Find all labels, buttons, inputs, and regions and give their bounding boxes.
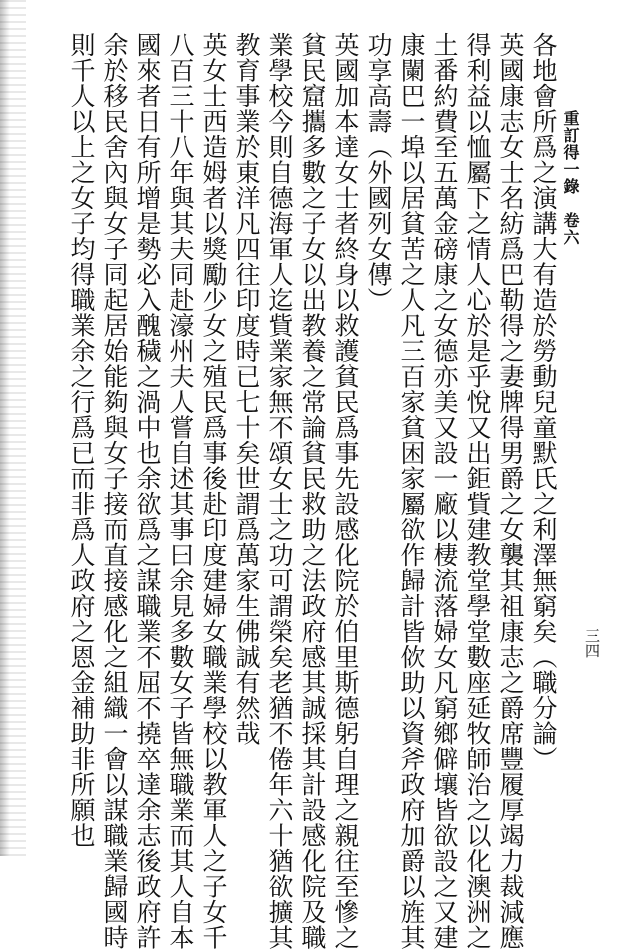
text-column-12: 八百三十八年與其夫同赴濠州夫人嘗自述其事曰余見多數女子皆無職業而其人自本 <box>166 32 195 950</box>
text-column-15: 則千人以上之女子均得職業余之行爲已而非爲人政府之恩金補助非所願也 <box>67 32 96 848</box>
text-column-2: 英國康志女士名紡爲巴勒得之妻牌得男爵之女襲其祖康志之爵席豐履厚竭力裁減應 <box>496 32 525 950</box>
main-text-body <box>57 32 558 950</box>
text-column-3: 得利益以恤屬下之情人心於是乎悅又出鉅貲建教堂學堂數座延牧師治之以化澳洲之 <box>463 32 492 950</box>
text-column-9: 業學校今則自德海軍人迄貲業家無不頌女士之功可謂榮矣老猶不倦年六十猶欲擴其 <box>265 32 294 950</box>
text-column-11: 英女士西造姆者以獎勵少女之殖民爲事後赴印度建婦女職業學校以教軍人之子女千 <box>199 32 228 950</box>
text-column-4: 土番約費至五萬金磅康之女德亦美又設一廠以棲流落婦女凡窮鄉僻壤皆欲設之又建 <box>430 32 459 950</box>
text-column-7: 英國加本達女士者終身以救護貧民爲事先設感化院於伯里斯德躬自理之親往至慘之 <box>331 32 360 950</box>
text-column-8: 貧民窟攜多數之子女以出教養之常論貧民救助之法政府感其誠採其計設感化院及職 <box>298 32 327 950</box>
text-column-5: 康闌巴一埠以居貧苦之人凡三百家貧困家屬欲作歸計皆佽助以資斧政府加爵以旌其 <box>397 32 426 950</box>
text-column-6: 功享高壽（外國列女傳） <box>364 32 393 313</box>
page-number: 三四 <box>583 628 601 658</box>
text-column-13: 國來者日有所增是勢必入醜穢之渦中也余欲爲之謀職業不屈不撓卒達余志後政府許 <box>133 32 162 950</box>
text-column-1: 各地會所爲之演講大有造於勞動兒童默氏之利澤無窮矣（職分論） <box>529 32 558 772</box>
page-binding-shadow <box>0 0 10 856</box>
text-column-14: 余於移民舍內與女子同起居始能夠與女子接而直接感化之組織一會以謀職業歸國時 <box>100 32 129 950</box>
text-column-10: 教育事業於東洋凡四往印度時已七十矣世謂爲萬家生佛誠有然哉 <box>232 32 261 746</box>
running-header-title: 重訂得一錄 卷六 <box>561 110 580 246</box>
